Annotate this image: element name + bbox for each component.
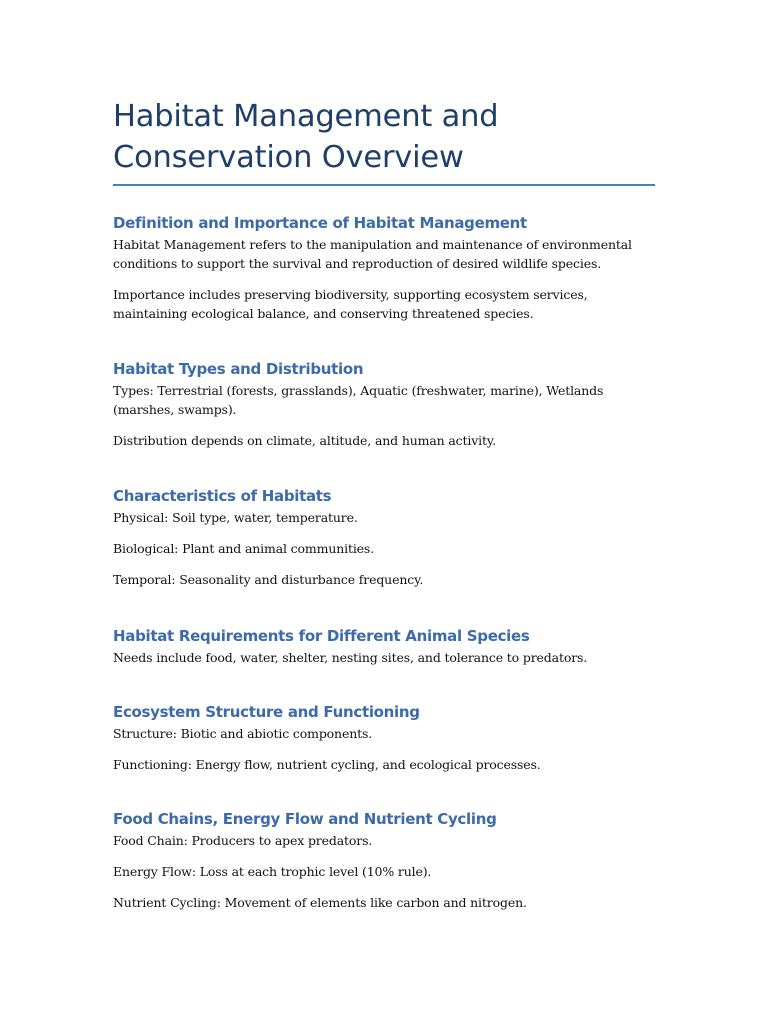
section-paragraph: Energy Flow: Loss at each trophic level (10% rule). [113, 864, 432, 879]
section-paragraph: Temporal: Seasonality and disturbance frequency. [113, 572, 424, 587]
document-title: Habitat Management and Conservation Overview [113, 99, 499, 175]
section-paragraph: Habitat Management refers to the manipulation and maintenance of environmental conditions to support the survival and reproduction of desired wildlife species. [113, 237, 632, 271]
section-paragraph: Nutrient Cycling: Movement of elements like carbon and nitrogen. [113, 895, 527, 910]
section-heading: Characteristics of Habitats [113, 487, 332, 505]
section-paragraph: Types: Terrestrial (forests, grasslands), Aquatic (freshwater, marine), Wetlands (marshes, swamps). [113, 383, 604, 417]
document-page [113, 96, 655, 910]
section-paragraph: Biological: Plant and animal communities. [113, 541, 375, 556]
section-characteristics [113, 486, 655, 589]
section-ecosystem-structure [113, 702, 655, 774]
section-paragraph: Distribution depends on climate, altitude, and human activity. [113, 433, 496, 448]
section-heading: Food Chains, Energy Flow and Nutrient Cycling [113, 810, 497, 828]
section-paragraph: Physical: Soil type, water, temperature. [113, 510, 358, 525]
section-paragraph: Functioning: Energy flow, nutrient cycling, and ecological processes. [113, 757, 541, 772]
section-paragraph: Needs include food, water, shelter, nesting sites, and tolerance to predators. [113, 650, 588, 665]
title-underline-rule [113, 184, 655, 186]
section-heading: Ecosystem Structure and Functioning [113, 703, 420, 721]
section-heading: Habitat Types and Distribution [113, 360, 364, 378]
section-paragraph: Food Chain: Producers to apex predators. [113, 833, 373, 848]
section-food-chains [113, 809, 655, 912]
section-habitat-types [113, 359, 655, 450]
section-paragraph: Importance includes preserving biodiversity, supporting ecosystem services, maintaining ecological balance, and conserving threatened species. [113, 287, 588, 321]
section-heading: Habitat Requirements for Different Animal Species [113, 627, 530, 645]
section-heading: Definition and Importance of Habitat Management [113, 214, 527, 232]
section-habitat-requirements [113, 626, 655, 667]
section-definition-importance [113, 213, 655, 323]
section-paragraph: Structure: Biotic and abiotic components. [113, 726, 373, 741]
